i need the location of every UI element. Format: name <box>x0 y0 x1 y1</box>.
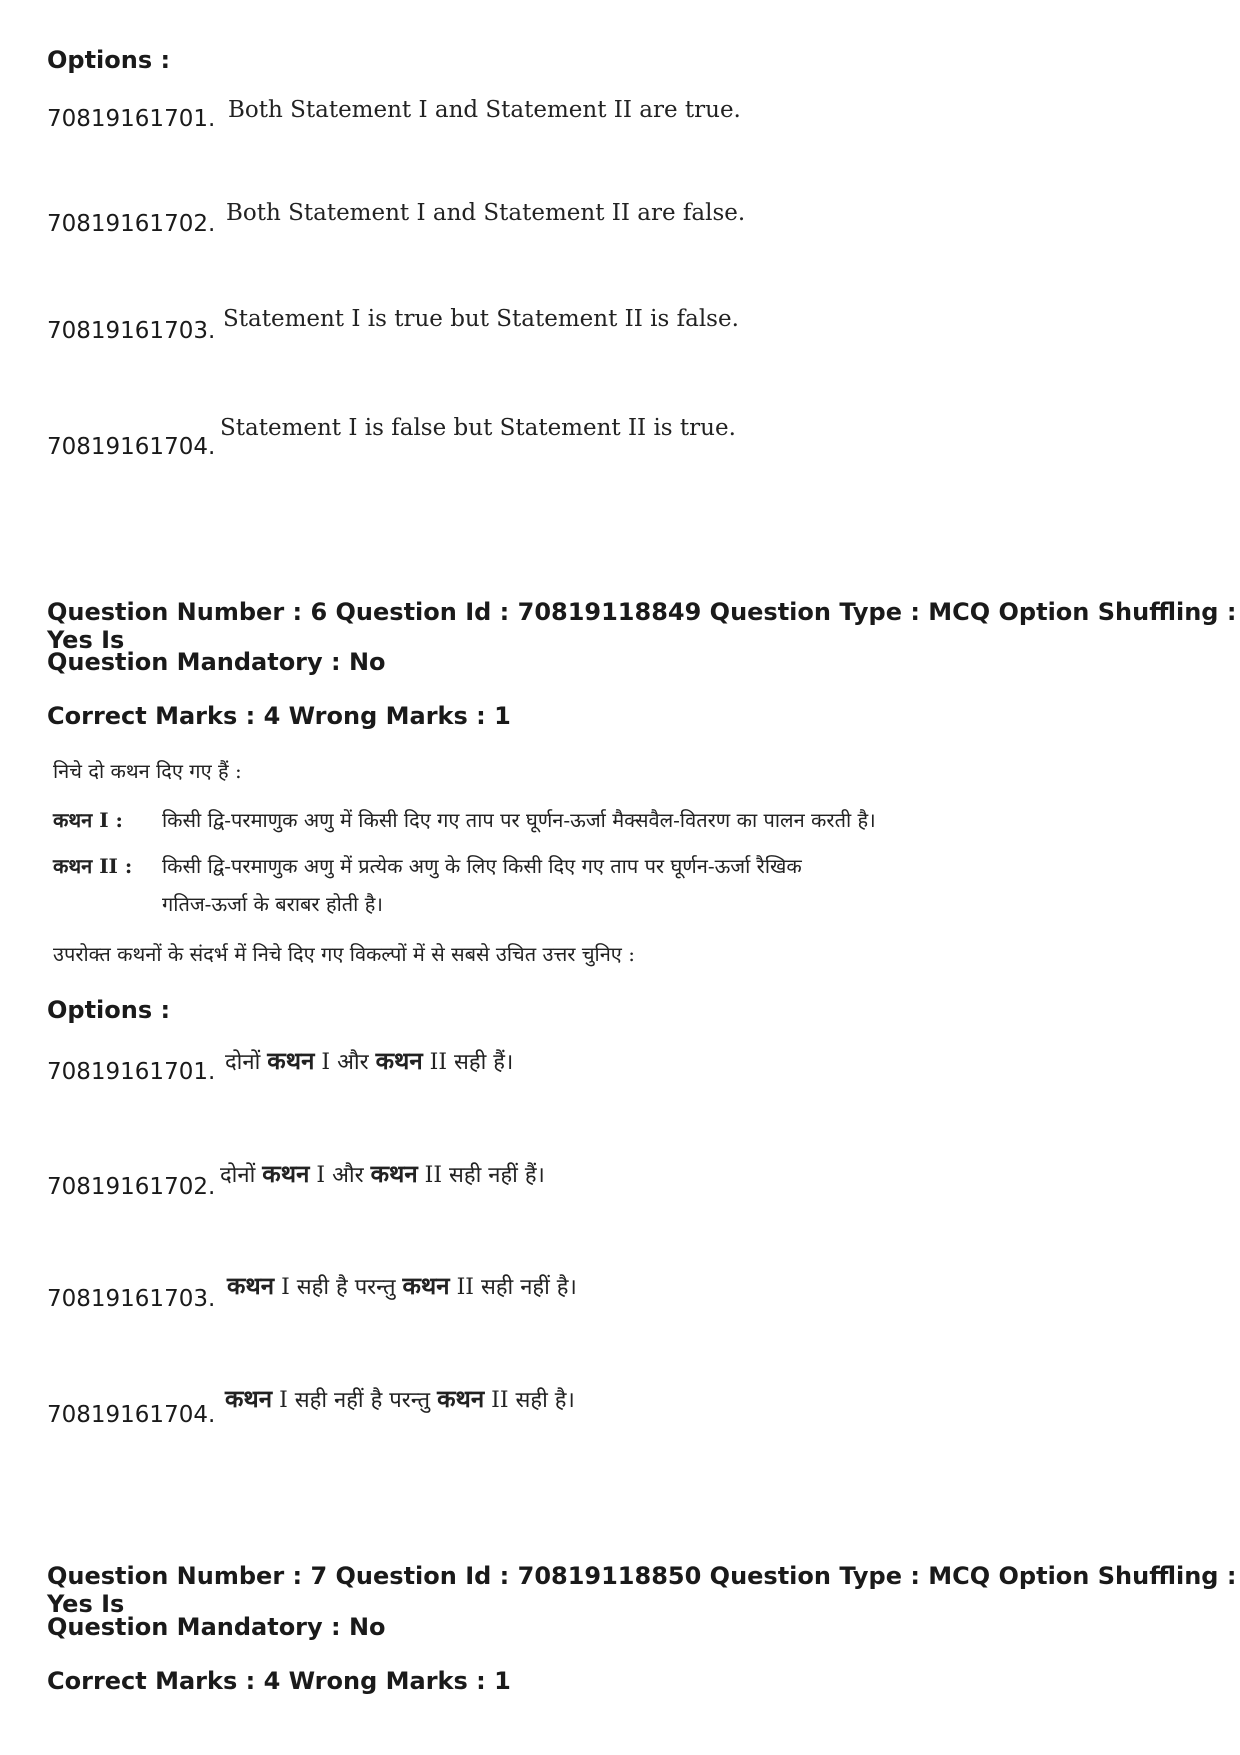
option-id: 70819161703. <box>47 1286 216 1312</box>
option-text: Both Statement I and Statement II are false. <box>226 200 746 226</box>
option-text-part: II सही है। <box>484 1388 575 1413</box>
question-header: Question Number : 6 Question Id : 70819118849 Question Type : MCQ Option Shuffling : Yes Is <box>47 598 1237 654</box>
option-text-part: दोनों <box>220 1163 263 1188</box>
statement-1-text: किसी द्वि-परमाणुक अणु में किसी दिए गए ताप पर घूर्णन-ऊर्जा मैक्सवैल-वितरण का पालन करती है। <box>162 808 876 832</box>
option-text <box>227 1269 577 1302</box>
question-header: Question Number : 7 Question Id : 70819118850 Question Type : MCQ Option Shuffling : Yes Is <box>47 1562 1237 1618</box>
option-keyword: कथन <box>227 1271 275 1300</box>
option-id: 70819161703. <box>47 318 216 344</box>
option-text-part: I सही है परन्तु <box>274 1275 403 1300</box>
option-text <box>225 1382 575 1415</box>
statement-2-label <box>53 852 132 879</box>
question-mandatory: Question Mandatory : No <box>47 648 386 676</box>
option-text: Both Statement I and Statement II are true. <box>228 97 741 123</box>
options-label: Options : <box>47 46 171 74</box>
option-text-part: II सही नहीं है। <box>449 1275 577 1300</box>
statement-2-text-line1: किसी द्वि-परमाणुक अणु में प्रत्येक अणु के लिए किसी दिए गए ताप पर घूर्णन-ऊर्जा रैखिक <box>162 854 802 878</box>
statement-1-label <box>53 806 123 833</box>
option-keyword: कथन <box>402 1271 450 1300</box>
question-intro: निचे दो कथन दिए गए हैं : <box>53 759 242 783</box>
option-text-part: दोनों <box>225 1050 268 1075</box>
option-text-part: II सही हैं। <box>422 1050 514 1075</box>
option-text: Statement I is false but Statement II is true. <box>220 415 736 441</box>
option-id: 70819161704. <box>47 1402 216 1428</box>
statement-2-text-line2: गतिज-ऊर्जा के बराबर होती है। <box>162 892 383 916</box>
option-text-part: II सही नहीं हैं। <box>417 1163 545 1188</box>
option-id: 70819161702. <box>47 1174 216 1200</box>
question-marks: Correct Marks : 4 Wrong Marks : 1 <box>47 702 511 730</box>
question-mandatory: Question Mandatory : No <box>47 1613 386 1641</box>
option-keyword: कथन <box>437 1384 485 1413</box>
question-instruction: उपरोक्त कथनों के संदर्भ में निचे दिए गए विकल्पों में से सबसे उचित उत्तर चुनिए : <box>53 942 635 966</box>
option-text: Statement I is true but Statement II is false. <box>223 306 739 332</box>
option-text-part: I और <box>314 1050 376 1075</box>
option-keyword: कथन <box>267 1046 315 1075</box>
statement-1-label-text: कथन I : <box>53 808 123 832</box>
option-text <box>220 1157 545 1190</box>
option-id: 70819161701. <box>47 1059 216 1085</box>
question-marks: Correct Marks : 4 Wrong Marks : 1 <box>47 1667 511 1695</box>
option-keyword: कथन <box>262 1159 310 1188</box>
options-label: Options : <box>47 996 171 1024</box>
option-text-part: I और <box>309 1163 371 1188</box>
option-keyword: कथन <box>225 1384 273 1413</box>
option-text-part: I सही नहीं है परन्तु <box>272 1388 438 1413</box>
option-id: 70819161701. <box>47 106 216 132</box>
option-keyword: कथन <box>375 1046 423 1075</box>
option-id: 70819161704. <box>47 434 216 460</box>
statement-2-label-text: कथन II : <box>53 854 133 878</box>
option-text <box>225 1044 513 1077</box>
option-keyword: कथन <box>370 1159 418 1188</box>
option-id: 70819161702. <box>47 211 216 237</box>
